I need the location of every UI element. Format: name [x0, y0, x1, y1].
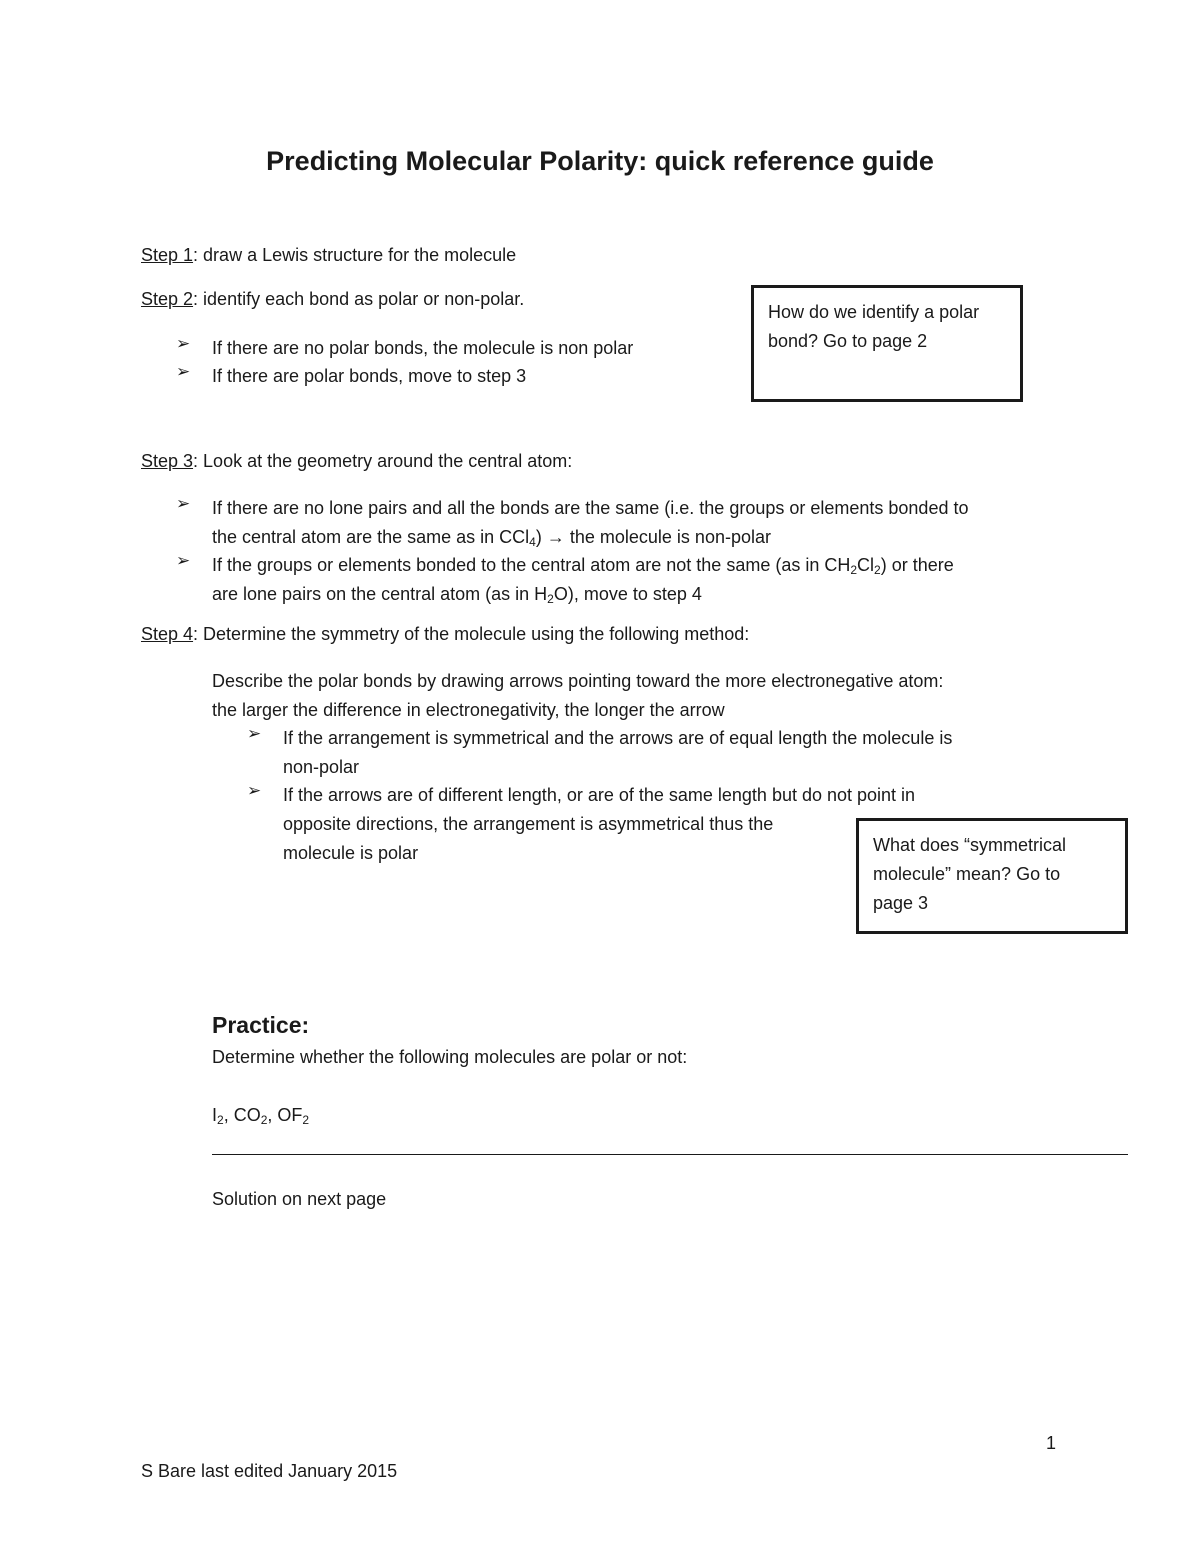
- callout-line: molecule” mean? Go to: [873, 864, 1061, 884]
- step4-label: Step 4: [141, 624, 194, 644]
- bullet-text: If the arrows are of different length, or are of the same length but do not point in: [283, 785, 916, 805]
- description-line: Describe the polar bonds by drawing arrows pointing toward the more electronegative atom:: [212, 671, 944, 691]
- arrowhead-bullet-icon: ➢: [176, 334, 191, 353]
- step3-text: : Look at the geometry around the central atom:: [193, 451, 573, 471]
- step3-label: Step 3: [141, 451, 194, 471]
- arrowhead-bullet-icon: ➢: [176, 551, 191, 570]
- step4-text: : Determine the symmetry of the molecule using the following method:: [193, 624, 750, 644]
- step1-label: Step 1: [141, 245, 194, 265]
- bullet-text: If there are polar bonds, move to step 3: [212, 366, 527, 386]
- step1: [141, 245, 516, 266]
- step1-text: : draw a Lewis structure for the molecule: [193, 245, 517, 265]
- practice-molecules: $I_2$, $CO_2$, $OF_2$: [212, 1105, 310, 1127]
- practice-prompt: Determine whether the following molecules are polar or not:: [212, 1047, 688, 1067]
- step4-description: [212, 667, 943, 725]
- solution-note: Solution on next page: [212, 1189, 387, 1209]
- bullet-text: non-polar: [283, 757, 360, 777]
- step2-label: Step 2: [141, 289, 194, 309]
- arrowhead-bullet-icon: ➢: [176, 494, 191, 513]
- callout-line: How do we identify a polar: [768, 302, 980, 322]
- arrowhead-bullet-icon: ➢: [247, 724, 262, 743]
- step2-text: : identify each bond as polar or non-polar.: [193, 289, 525, 309]
- bullet-text: molecule is polar: [283, 843, 419, 863]
- bullet-text: If there are no polar bonds, the molecule is non polar: [212, 338, 634, 358]
- polar-bond-callout-box: [751, 285, 1023, 402]
- step2: [141, 289, 524, 310]
- bullet-text: If the arrangement is symmetrical and the arrows are of equal length the molecule is: [283, 728, 953, 748]
- symmetry-callout-box: [856, 818, 1128, 934]
- step3: [141, 451, 572, 472]
- bullet-text: If there are no lone pairs and all the bonds are the same (i.e. the groups or elements bonded to: [212, 498, 969, 518]
- bullet-text: If the groups or elements bonded to the central atom are not the same (as in $CH_2Cl_2$) or there: [212, 555, 954, 577]
- page-number: 1: [1046, 1433, 1057, 1453]
- description-line: the larger the difference in electronegativity, the longer the arrow: [212, 700, 725, 720]
- arrowhead-bullet-icon: ➢: [176, 362, 191, 381]
- practice-heading: Practice:: [212, 1012, 310, 1038]
- footer-text: S Bare last edited January 2015: [141, 1461, 398, 1481]
- callout-line: bond? Go to page 2: [768, 331, 928, 351]
- bullet-text: are lone pairs on the central atom (as in $H_2O$), move to step 4: [212, 584, 702, 606]
- bullet-text: the central atom are the same as in CCl$_4$) → the molecule is non-polar: [212, 527, 771, 549]
- arrowhead-bullet-icon: ➢: [247, 781, 262, 800]
- bullet-text: opposite directions, the arrangement is asymmetrical thus the: [283, 814, 774, 834]
- right-arrow-icon: →: [546, 527, 565, 547]
- callout-line: What does “symmetrical: [873, 835, 1067, 855]
- callout-line: page 3: [873, 893, 929, 913]
- answer-line: [212, 1154, 1128, 1155]
- page-title: Predicting Molecular Polarity: quick reference guide: [266, 146, 934, 176]
- step4: [141, 624, 749, 645]
